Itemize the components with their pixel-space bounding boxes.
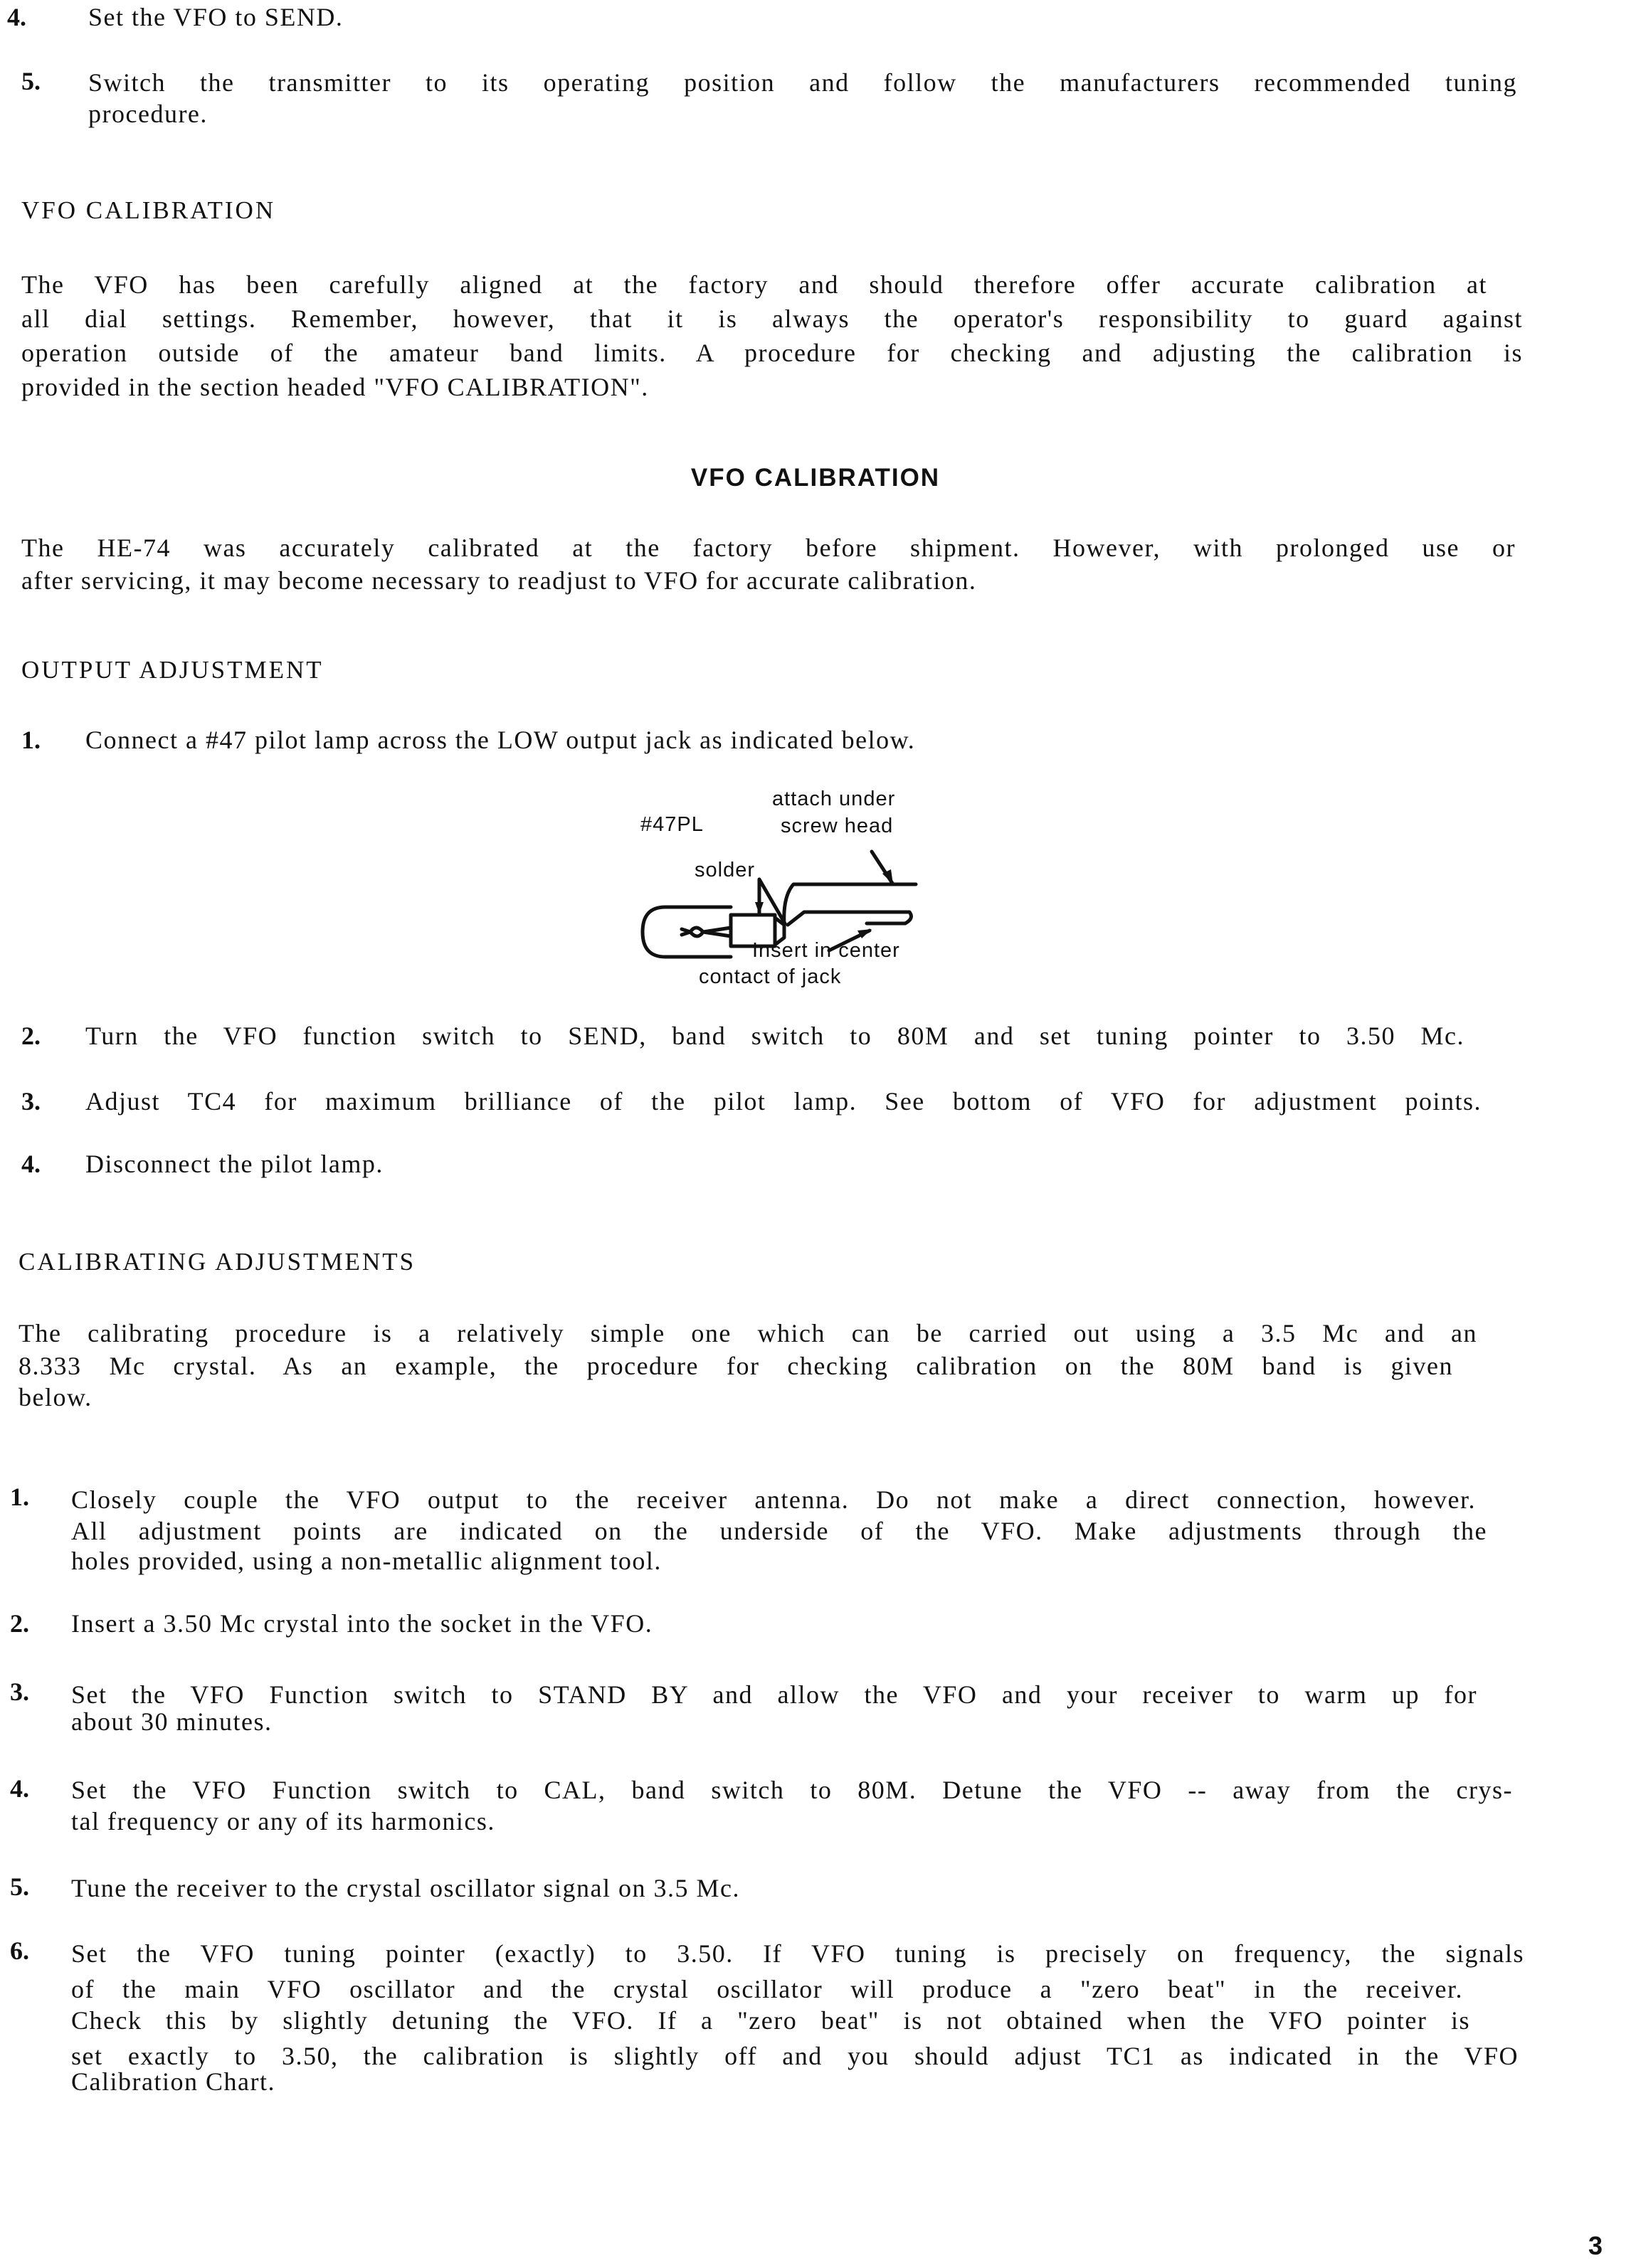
solder-label: solder [695,859,755,881]
step-number: 4. [10,1774,29,1803]
step-text: about 30 minutes. [71,1707,273,1736]
paragraph-line: The HE-74 was accurately calibrated at the factory before shipment. However, with prolonged use or [21,534,1516,562]
step-text: of the main VFO oscillator and the crystal oscillator will produce a "zero beat" in the receiver. [71,1975,1463,2003]
step-text: Insert a 3.50 Mc crystal into the socket in the VFO. [71,1609,653,1638]
step-text: Connect a #47 pilot lamp across the LOW output jack as indicated below. [85,726,916,754]
page-title: VFO CALIBRATION [690,464,941,492]
page-number: 3 [1588,2231,1603,2260]
step-number: 5. [10,1872,29,1901]
step-number: 3. [10,1678,29,1706]
paragraph-line: provided in the section headed "VFO CALIBRATION". [21,373,649,401]
step-text: Closely couple the VFO output to the receiver antenna. Do not make a direct connection, however. [71,1485,1476,1514]
step-text: Set the VFO Function switch to STAND BY and allow the VFO and your receiver to warm up for [71,1680,1477,1709]
step-text: Check this by slightly detuning the VFO. If a "zero beat" is not obtained when the VFO pointer is [71,2006,1470,2035]
paragraph-line: all dial settings. Remember, however, that it is always the operator's responsibility to guard against [21,304,1523,333]
paragraph-line: The VFO has been carefully aligned at the factory and should therefore offer accurate calibration at [21,270,1487,299]
step-text: Disconnect the pilot lamp. [85,1150,384,1178]
step-text: holes provided, using a non-metallic alignment tool. [71,1547,662,1575]
step-number: 6. [10,1936,29,1965]
step-text: Set the VFO to SEND. [88,3,344,31]
insert-label-2: contact of jack [699,965,842,988]
insert-label-1: Insert in center [752,939,900,962]
step-text: Tune the receiver to the crystal oscillator signal on 3.5 Mc. [71,1874,740,1902]
step-number: 1. [21,726,41,754]
attach-label-2: screw head [781,815,894,837]
section-heading: CALIBRATING ADJUSTMENTS [19,1248,416,1276]
step-text: Switch the transmitter to its operating position and follow the manufacturers recommended tuning [88,68,1517,97]
step-text: procedure. [88,100,208,128]
paragraph-line: below. [19,1383,93,1411]
step-number: 2. [21,1022,41,1050]
step-text: set exactly to 3.50, the calibration is slightly off and you should adjust TC1 as indicated in the VFO [71,2042,1519,2070]
pilot-lamp-diagram [0,0,1631,1010]
step-number: 3. [21,1087,41,1116]
paragraph-line: 8.333 Mc crystal. As an example, the procedure for checking calibration on the 80M band is given [19,1352,1453,1380]
step-text: Set the VFO Function switch to CAL, band switch to 80M. Detune the VFO -- away from the crys- [71,1776,1513,1804]
paragraph-line: The calibrating procedure is a relatively simple one which can be carried out using a 3.5 Mc and an [19,1319,1477,1347]
section-heading: OUTPUT ADJUSTMENT [21,656,324,684]
step-text: Turn the VFO function switch to SEND, band switch to 80M and set tuning pointer to 3.50 Mc. [85,1022,1464,1050]
step-number: 1. [10,1483,29,1511]
step-text: Set the VFO tuning pointer (exactly) to 3.50. If VFO tuning is precisely on frequency, the signals [71,1939,1524,1968]
step-text: Calibration Chart. [71,2067,275,2096]
step-text: tal frequency or any of its harmonics. [71,1807,495,1835]
step-number: 2. [10,1609,29,1638]
attach-label-1: attach under [772,788,896,810]
lamp-label: #47PL [640,813,704,836]
step-text: All adjustment points are indicated on the underside of the VFO. Make adjustments through the [71,1517,1487,1545]
step-number: 4. [21,1150,41,1178]
step-number: 4. [7,3,26,31]
section-heading: VFO CALIBRATION [21,196,276,224]
paragraph-line: after servicing, it may become necessary to readjust to VFO for accurate calibration. [21,566,977,595]
paragraph-line: operation outside of the amateur band limits. A procedure for checking and adjusting the calibration is [21,339,1523,367]
step-text: Adjust TC4 for maximum brilliance of the pilot lamp. See bottom of VFO for adjustment points. [85,1087,1482,1116]
step-number: 5. [21,67,41,95]
